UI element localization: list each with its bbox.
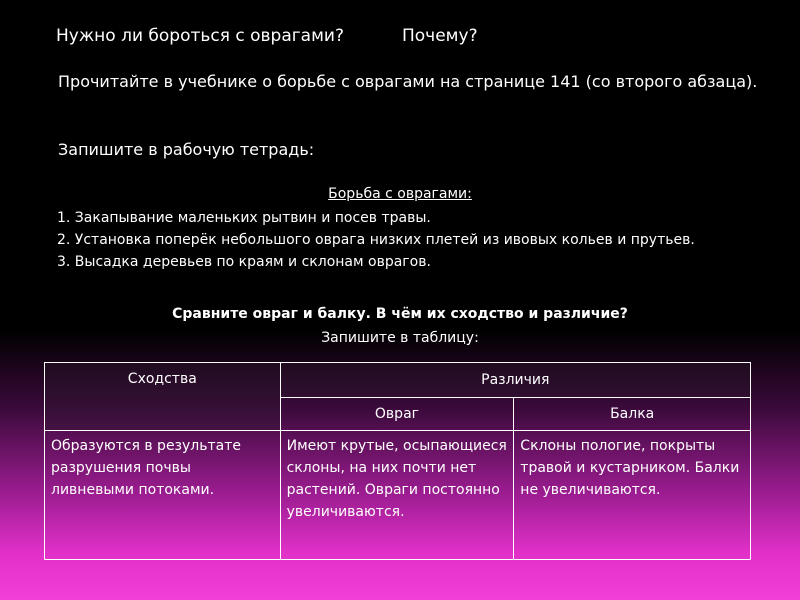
compare-question: Сравните овраг и балку. В чём их сходство и различие?: [172, 306, 628, 322]
header-differences: Различия: [280, 363, 750, 398]
compare-instruction: Запишите в таблицу:: [321, 330, 479, 346]
list-item: 3. Высадка деревьев по краям и склонам оврагов.: [57, 254, 431, 270]
cell-similarities: Образуются в результате разрушения почвы ливневыми потоками.: [45, 431, 281, 560]
list-item: 1. Закапывание маленьких рытвин и посев травы.: [57, 210, 431, 226]
header-ravine: Овраг: [280, 398, 514, 431]
question-why: Почему?: [402, 26, 478, 46]
question-need-fight: Нужно ли бороться с оврагами?: [56, 26, 344, 46]
comparison-table: [44, 362, 751, 560]
write-instruction: Запишите в рабочую тетрадь:: [58, 140, 315, 159]
read-instruction: Прочитайте в учебнике о борьбе с оврагами на странице 141 (со второго абзаца).: [58, 72, 758, 91]
header-similarities: Сходства: [45, 363, 281, 431]
cell-ravine: Имеют крутые, осыпающиеся склоны, на них почти нет растений. Овраги постоянно увеличиваются.: [280, 431, 514, 560]
list-item: 2. Установка поперёк небольшого оврага низких плетей из ивовых кольев и прутьев.: [57, 232, 695, 248]
cell-gully: Склоны пологие, покрыты травой и кустарником. Балки не увеличиваются.: [514, 431, 751, 560]
methods-title: Борьба с оврагами:: [328, 186, 472, 202]
header-gully: Балка: [514, 398, 751, 431]
methods-list: [57, 207, 747, 273]
table-row: [45, 431, 751, 560]
